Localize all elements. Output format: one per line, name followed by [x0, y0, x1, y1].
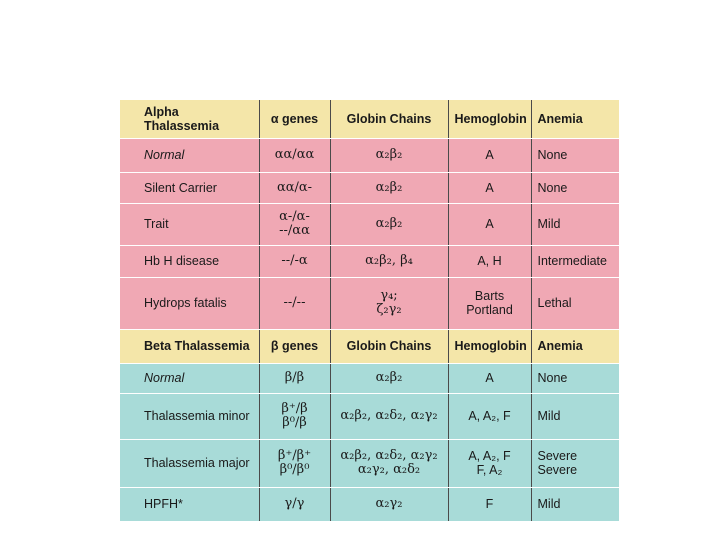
- condition-name: HPFH*: [144, 497, 183, 511]
- anemia-line: None: [537, 180, 568, 195]
- globin-chains-line: α₂β₂: [375, 216, 403, 231]
- hemoglobin-cell: [448, 439, 531, 487]
- beta-header-col5: Anemia: [531, 329, 619, 363]
- anemia-cell: [531, 363, 619, 393]
- anemia-line: Intermediate: [537, 254, 607, 268]
- globin-chains-cell: [330, 203, 448, 245]
- condition-name: Thalassemia major: [144, 456, 250, 470]
- beta-row: [120, 439, 619, 487]
- hemoglobin-cell: [448, 245, 531, 277]
- condition-name: Normal: [144, 371, 185, 385]
- condition-name: Silent Carrier: [144, 180, 217, 195]
- condition-cell: [120, 487, 259, 521]
- anemia-cell: [531, 277, 619, 329]
- globin-chains-cell: [330, 138, 448, 172]
- hemoglobin-line: A: [485, 180, 494, 195]
- globin-chains-line: α₂β₂: [375, 370, 403, 385]
- beta-header-col4: Hemoglobin: [448, 329, 531, 363]
- hemoglobin-cell: [448, 138, 531, 172]
- hemoglobin-line: A, H: [477, 254, 502, 268]
- hemoglobin-line: Portland: [466, 303, 513, 317]
- globin-chains-cell: [330, 363, 448, 393]
- anemia-cell: [531, 138, 619, 172]
- alpha-header-col3: Globin Chains: [330, 100, 448, 138]
- hemoglobin-line: A, A₂, F: [468, 409, 511, 423]
- alpha-row: [120, 172, 619, 203]
- thalassemia-table-panel: [120, 100, 619, 522]
- genes-line: --/αα: [279, 223, 310, 238]
- beta-row: [120, 393, 619, 439]
- genes-line: αα/αα: [274, 147, 315, 162]
- hemoglobin-cell: [448, 393, 531, 439]
- anemia-line: Mild: [537, 409, 561, 423]
- condition-cell: [120, 172, 259, 203]
- anemia-cell: [531, 487, 619, 521]
- beta-row: [120, 363, 619, 393]
- globin-chains-line: γ₄;: [380, 288, 398, 303]
- hemoglobin-cell: [448, 277, 531, 329]
- anemia-cell: [531, 393, 619, 439]
- anemia-line: Severe: [537, 463, 578, 477]
- globin-chains-cell: [330, 393, 448, 439]
- anemia-line: Lethal: [537, 296, 572, 310]
- genes-cell: [259, 138, 330, 172]
- anemia-line: None: [537, 371, 568, 385]
- hemoglobin-line: F: [485, 497, 494, 511]
- genes-line: αα/α-: [276, 179, 313, 195]
- alpha-row: [120, 138, 619, 172]
- genes-cell: [259, 363, 330, 393]
- anemia-cell: [531, 439, 619, 487]
- genes-line: --/-α: [281, 253, 308, 268]
- beta-row: [120, 487, 619, 521]
- genes-line: β⁰/β⁰: [279, 462, 310, 477]
- condition-name: Normal: [144, 148, 185, 162]
- globin-chains-line: α₂β₂, α₂δ₂, α₂γ₂: [340, 448, 438, 463]
- condition-name: Hb H disease: [144, 254, 220, 268]
- alpha-header-col5: Anemia: [531, 100, 619, 138]
- globin-chains-line: ζ₂γ₂: [376, 302, 402, 317]
- genes-cell: [259, 393, 330, 439]
- genes-line: γ/γ: [284, 496, 305, 511]
- alpha-header-row: [120, 100, 619, 138]
- genes-line: α-/α-: [279, 209, 310, 224]
- condition-cell: [120, 203, 259, 245]
- beta-header-col3: Globin Chains: [330, 329, 448, 363]
- globin-chains-cell: [330, 439, 448, 487]
- condition-cell: [120, 245, 259, 277]
- hemoglobin-line: A, A₂, F: [468, 449, 511, 463]
- globin-chains-line: α₂β₂, α₂δ₂, α₂γ₂: [340, 408, 438, 423]
- hemoglobin-line: F, A₂: [476, 463, 503, 477]
- globin-chains-line: α₂β₂: [375, 147, 403, 162]
- beta-header-col1: Beta Thalassemia: [120, 329, 259, 363]
- globin-chains-cell: [330, 277, 448, 329]
- globin-chains-cell: [330, 487, 448, 521]
- condition-cell: [120, 393, 259, 439]
- alpha-header-col2: α genes: [259, 100, 330, 138]
- anemia-cell: [531, 245, 619, 277]
- genes-line: β⁺/β⁺: [277, 448, 312, 463]
- globin-chains-line: α₂β₂, β₄: [365, 253, 413, 268]
- genes-line: --/--: [283, 295, 306, 310]
- alpha-row: [120, 203, 619, 245]
- hemoglobin-cell: [448, 487, 531, 521]
- genes-cell: [259, 245, 330, 277]
- alpha-row: [120, 277, 619, 329]
- anemia-line: Mild: [537, 497, 561, 511]
- anemia-cell: [531, 172, 619, 203]
- condition-cell: [120, 138, 259, 172]
- globin-chains-line: α₂γ₂: [375, 496, 403, 511]
- hemoglobin-cell: [448, 363, 531, 393]
- condition-name: Thalassemia minor: [144, 409, 250, 423]
- condition-cell: [120, 439, 259, 487]
- anemia-line: None: [537, 148, 568, 162]
- condition-name: Hydrops fatalis: [144, 296, 227, 310]
- globin-chains-line: α₂β₂: [375, 179, 403, 195]
- hemoglobin-cell: [448, 172, 531, 203]
- globin-chains-cell: [330, 245, 448, 277]
- anemia-line: Severe: [537, 449, 578, 463]
- beta-header-col2: β genes: [259, 329, 330, 363]
- anemia-line: Mild: [537, 217, 561, 231]
- globin-chains-line: α₂γ₂, α₂δ₂: [357, 462, 421, 477]
- condition-name: Trait: [144, 217, 169, 231]
- condition-cell: [120, 277, 259, 329]
- thalassemia-table: [120, 100, 619, 522]
- genes-cell: [259, 277, 330, 329]
- globin-chains-cell: [330, 172, 448, 203]
- genes-cell: [259, 439, 330, 487]
- genes-cell: [259, 203, 330, 245]
- alpha-row: [120, 245, 619, 277]
- anemia-cell: [531, 203, 619, 245]
- alpha-header-col1: Alpha Thalassemia: [120, 100, 259, 138]
- hemoglobin-line: A: [485, 371, 494, 385]
- hemoglobin-cell: [448, 203, 531, 245]
- genes-cell: [259, 172, 330, 203]
- condition-cell: [120, 363, 259, 393]
- hemoglobin-line: A: [485, 148, 494, 162]
- beta-header-row: [120, 329, 619, 363]
- genes-line: β⁰/β: [282, 415, 307, 430]
- genes-cell: [259, 487, 330, 521]
- hemoglobin-line: A: [485, 217, 494, 231]
- genes-line: β/β: [284, 370, 305, 385]
- alpha-header-col4: Hemoglobin: [448, 100, 531, 138]
- hemoglobin-line: Barts: [474, 289, 505, 303]
- genes-line: β⁺/β: [281, 401, 308, 416]
